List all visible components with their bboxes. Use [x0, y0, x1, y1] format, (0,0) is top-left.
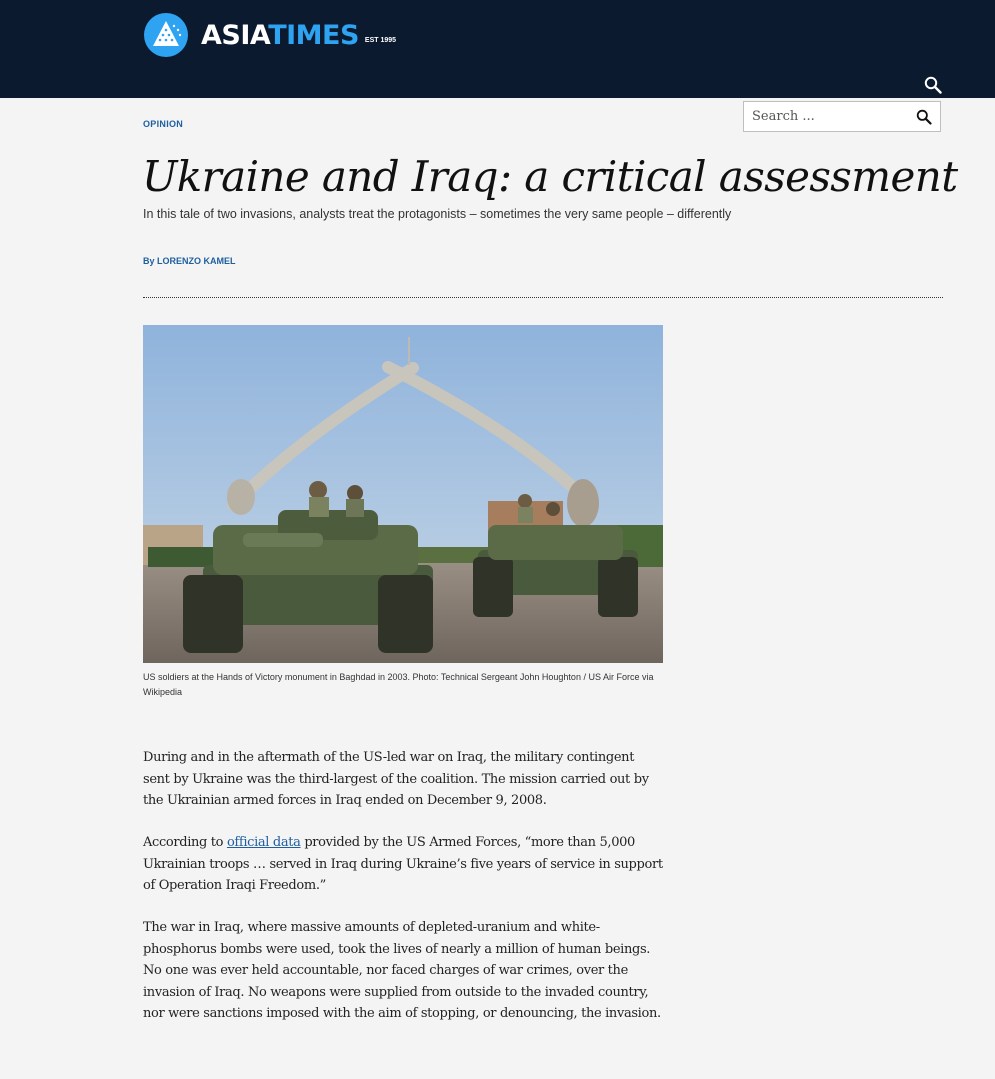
article-paragraph: During and in the aftermath of the US-led war on Iraq, the military contingent sent by Ukraine was the third-largest of the coalition. The mission carried out by the Ukrainian armed forces in Iraq ended on December 9, 2008. — [143, 750, 649, 808]
article-paragraph: The war in Iraq, where massive amounts of depleted-uranium and white-phosphorus bombs were used, took the lives of nearly a million of human beings. No one was ever held accountable, nor faced charges of war crimes, over the invasion of Iraq. No weapons were supplied from outside to the invaded country, nor were sanctions imposed with the aim of stopping, or denouncing, the invasion. — [143, 920, 661, 1021]
author-link[interactable]: LORENZO KAMEL — [157, 256, 236, 266]
logo-word-times: TIMES — [268, 19, 359, 51]
logo-est: EST 1995 — [364, 36, 397, 44]
logo-word-asia: ASIA — [201, 19, 269, 51]
search-form — [743, 101, 941, 132]
logo-mark-icon — [143, 12, 189, 58]
search-icon[interactable] — [924, 76, 942, 94]
photo-caption: US soldiers at the Hands of Victory monument in Baghdad in 2003. Photo: Technical Sergeant John Houghton / US Air Force via Wikipedia — [143, 672, 654, 697]
search-submit-icon[interactable] — [916, 109, 932, 125]
category-link[interactable]: OPINION — [143, 119, 184, 129]
site-header — [0, 0, 995, 98]
search-input[interactable] — [744, 102, 917, 131]
byline — [143, 256, 236, 266]
divider — [143, 297, 943, 298]
paragraph-text: According to — [143, 835, 227, 850]
article-title: Ukraine and Iraq: a critical assessment — [142, 152, 958, 201]
official-data-link[interactable]: official data — [226, 835, 301, 850]
paragraph-text: provided by the US Armed Forces, “more than 5,000 Ukrainian troops … served in Iraq during Ukraine’s five years of service in support of Operation Iraqi Freedom.” — [143, 835, 663, 893]
article-subtitle: In this tale of two invasions, analysts treat the protagonists – sometimes the very same people – differently — [143, 207, 732, 221]
article-paragraph — [143, 832, 663, 897]
logo-wordmark — [201, 19, 359, 51]
site-logo[interactable] — [143, 12, 396, 58]
byline-prefix: By — [143, 256, 158, 266]
article-photo — [143, 325, 663, 663]
